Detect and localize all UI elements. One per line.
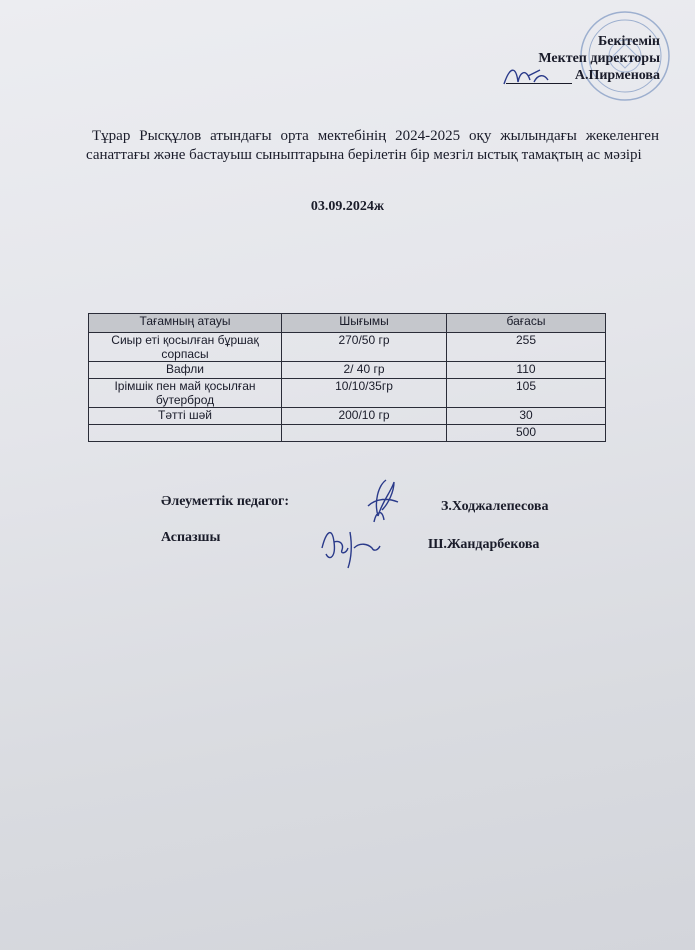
menu-date: 03.09.2024ж bbox=[310, 199, 385, 214]
table-row bbox=[89, 333, 606, 362]
dish-name: Ірімшік пен май қосылған бутерброд bbox=[89, 379, 282, 408]
director-signature bbox=[500, 62, 560, 92]
approval-title: Бекітемін bbox=[597, 34, 660, 49]
social-pedagogue-name: З.Ходжалепесова bbox=[441, 499, 549, 514]
total-empty-cell bbox=[282, 425, 447, 442]
dish-yield: 10/10/35гр bbox=[282, 379, 447, 408]
table-row bbox=[89, 362, 606, 379]
table-total-row bbox=[89, 425, 606, 442]
social-pedagogue-label: Әлеуметтік педагог: bbox=[161, 494, 290, 509]
menu-table bbox=[88, 313, 606, 442]
approval-position: Мектеп директоры bbox=[538, 51, 660, 66]
menu-heading: Тұрар Рысқұлов атындағы орта мектебінің 2024-2025 оқу жылындағы жекеленген санаттағы және бастауыш сыныптарына берілетін бір мезгіл ыстық тамақтың ас мәзірі bbox=[86, 128, 659, 163]
total-price: 500 bbox=[447, 425, 606, 442]
table-row bbox=[89, 379, 606, 408]
table-header-row bbox=[89, 314, 606, 333]
dish-yield: 270/50 гр bbox=[282, 333, 447, 362]
column-header-yield: Шығымы bbox=[282, 314, 447, 333]
total-empty-cell bbox=[89, 425, 282, 442]
dish-price: 105 bbox=[447, 379, 606, 408]
column-header-price: бағасы bbox=[447, 314, 606, 333]
dish-yield: 200/10 гр bbox=[282, 408, 447, 425]
dish-name: Вафли bbox=[89, 362, 282, 379]
dish-yield: 2/ 40 гр bbox=[282, 362, 447, 379]
table-row bbox=[89, 408, 606, 425]
cook-name: Ш.Жандарбекова bbox=[428, 537, 540, 552]
dish-name: Тәтті шәй bbox=[89, 408, 282, 425]
column-header-name: Тағамның атауы bbox=[89, 314, 282, 333]
dish-price: 110 bbox=[447, 362, 606, 379]
dish-name: Сиыр еті қосылған бұршақ сорпасы bbox=[89, 333, 282, 362]
dish-price: 30 bbox=[447, 408, 606, 425]
cook-signature bbox=[316, 518, 386, 572]
director-name: А.Пирменова bbox=[574, 68, 660, 83]
dish-price: 255 bbox=[447, 333, 606, 362]
cook-label: Аспазшы bbox=[161, 530, 221, 545]
